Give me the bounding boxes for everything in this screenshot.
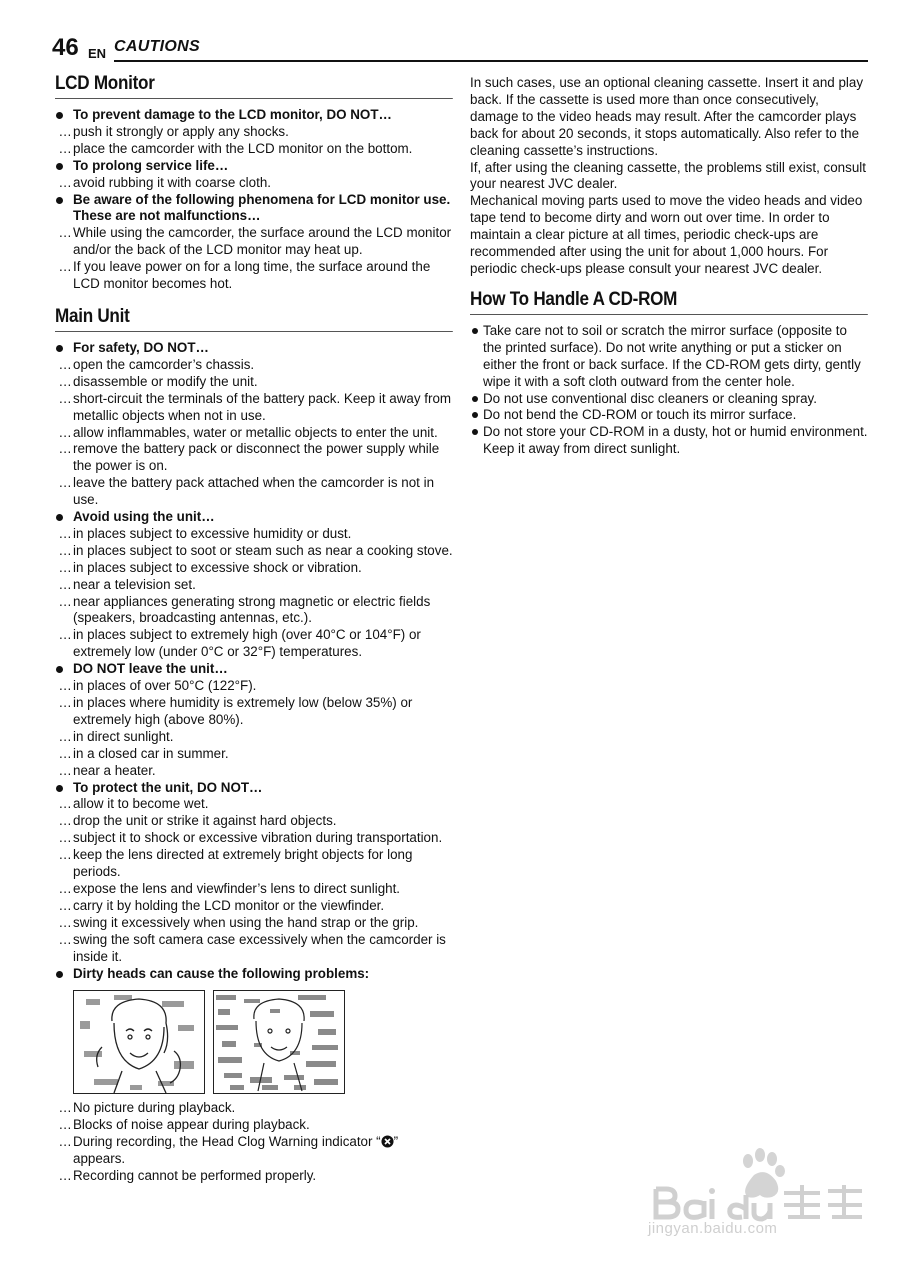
cdrom-list-item: Do not store your CD-ROM in a dusty, hot or humid environment. Keep it away from direct sunlight. — [470, 424, 868, 458]
list-item: ... avoid rubbing it with coarse cloth. — [55, 175, 453, 192]
watermark-url: jingyan.baidu.com — [648, 1220, 778, 1237]
bullet-heading: Dirty heads can cause the following problems: — [55, 966, 453, 983]
page-header — [52, 34, 868, 62]
warning-line-text-before: During recording, the Head Clog Warning indicator “ — [73, 1134, 381, 1150]
list-item: ... push it strongly or apply any shocks. — [55, 124, 453, 141]
list-item: ... Blocks of noise appear during playback. — [55, 1117, 453, 1134]
list-item: ... in places where humidity is extremely low (below 35%) or extremely high (above 80%). — [55, 695, 453, 729]
cdrom-list-item: Do not bend the CD-ROM or touch its mirror surface. — [470, 407, 868, 424]
left-column — [55, 72, 453, 1185]
list-item: ... swing the soft camera case excessively when the camcorder is inside it. — [55, 932, 453, 966]
cdrom-title: How To Handle A CD-ROM — [470, 288, 868, 315]
list-item: ... No picture during playback. — [55, 1100, 453, 1117]
list-item: ... in places subject to excessive shock or vibration. — [55, 560, 453, 577]
list-item: ... in a closed car in summer. — [55, 746, 453, 763]
paragraph: Mechanical moving parts used to move the video heads and video tape tend to become dirty and worn out over time. In order to maintain a clear picture at all times, periodic check-ups are recommended after using the unit for about 1,000 hours. For periodic check-ups please consult your nearest JVC dealer. — [470, 193, 863, 276]
section-name: CAUTIONS — [114, 38, 200, 55]
bullet-heading: Be aware of the following phenomena for LCD monitor use. These are not malfunctions… — [55, 192, 453, 226]
list-item: ... place the camcorder with the LCD monitor on the bottom. — [55, 141, 453, 158]
list-item: ... leave the battery pack attached when the camcorder is not in use. — [55, 475, 453, 509]
lcd-monitor-title: LCD Monitor — [55, 72, 453, 99]
cdrom-list-item: Take care not to soil or scratch the mirror surface (opposite to the printed surface). Do not write anything or put a sticker on either the front or back surface. If the CD-ROM gets dirty, gently wipe it with a soft cloth outward from the center hole. — [470, 323, 868, 391]
cdrom-list-item: Do not use conventional disc cleaners or cleaning spray. — [470, 391, 868, 408]
paragraph: If, after using the cleaning cassette, the problems still exist, consult your nearest JVC dealer. — [470, 159, 866, 192]
warning-line-text-after: ” appears. — [73, 1134, 399, 1167]
header-rule — [114, 60, 868, 62]
list-item: ... remove the battery pack or disconnect the power supply while the power is on. — [55, 441, 453, 475]
list-item: ... near appliances generating strong magnetic or electric fields (speakers, broadcasting antennas, etc.). — [55, 594, 453, 628]
list-item: ... near a television set. — [55, 577, 453, 594]
list-item: ... in places subject to excessive humidity or dust. — [55, 526, 453, 543]
bullet-heading: To prevent damage to the LCD monitor, DO NOT… — [55, 107, 453, 124]
bullet-heading: Avoid using the unit… — [55, 509, 453, 526]
noisy-picture-illustration-1 — [73, 990, 205, 1094]
list-item: ... swing it excessively when using the hand strap or the grip. — [55, 915, 453, 932]
list-item: ... While using the camcorder, the surface around the LCD monitor and/or the back of the LCD monitor may heat up. — [55, 225, 453, 259]
cdrom-list — [470, 323, 868, 458]
bullet-heading: To protect the unit, DO NOT… — [55, 780, 453, 797]
list-item — [55, 1134, 453, 1168]
right-column — [470, 75, 868, 458]
dirty-heads-figures — [73, 990, 453, 1094]
list-item: ... carry it by holding the LCD monitor or the viewfinder. — [55, 898, 453, 915]
head-clog-warning-icon — [381, 1135, 394, 1148]
main-unit-title: Main Unit — [55, 305, 453, 332]
list-item: ... near a heater. — [55, 763, 453, 780]
bullet-heading: For safety, DO NOT… — [55, 340, 453, 357]
list-item: ... allow inflammables, water or metallic objects to enter the unit. — [55, 425, 453, 442]
list-item: ... drop the unit or strike it against hard objects. — [55, 813, 453, 830]
list-item: ... allow it to become wet. — [55, 796, 453, 813]
list-item: ... subject it to shock or excessive vibration during transportation. — [55, 830, 453, 847]
list-item: ... Recording cannot be performed properly. — [55, 1168, 453, 1185]
main-unit-list — [55, 340, 453, 982]
bullet-heading: To prolong service life… — [55, 158, 453, 175]
list-item: ... in places subject to soot or steam such as near a cooking stove. — [55, 543, 453, 560]
language-code: EN — [88, 46, 107, 61]
baidu-watermark-logo — [650, 1145, 870, 1255]
cleaning-paragraphs — [470, 75, 868, 278]
list-item: ... in places of over 50°C (122°F). — [55, 678, 453, 695]
paragraph: In such cases, use an optional cleaning cassette. Insert it and play back. If the cassette is used more than once consecutively, damage to the video heads may result. After the camcorder plays back for about 20 seconds, it stops automatically. Also refer to the cleaning cassette’s instructions. — [470, 75, 864, 158]
noisy-picture-illustration-2 — [213, 990, 345, 1094]
list-item: ... in direct sunlight. — [55, 729, 453, 746]
list-item: ... expose the lens and viewfinder’s lens to direct sunlight. — [55, 881, 453, 898]
list-item: ... keep the lens directed at extremely bright objects for long periods. — [55, 847, 453, 881]
list-item: ... If you leave power on for a long time, the surface around the LCD monitor becomes hot. — [55, 259, 453, 293]
list-item: ... open the camcorder’s chassis. — [55, 357, 453, 374]
list-item: ... in places subject to extremely high (over 40°C or 104°F) or extremely low (under 0°C or 32°F) temperatures. — [55, 627, 453, 661]
dirty-heads-problem-list — [55, 1100, 453, 1134]
lcd-monitor-list — [55, 107, 453, 293]
list-item: ... short-circuit the terminals of the battery pack. Keep it away from metallic objects when not in use. — [55, 391, 453, 425]
bullet-heading: DO NOT leave the unit… — [55, 661, 453, 678]
list-item: ... disassemble or modify the unit. — [55, 374, 453, 391]
page-number: 46 — [52, 34, 79, 61]
